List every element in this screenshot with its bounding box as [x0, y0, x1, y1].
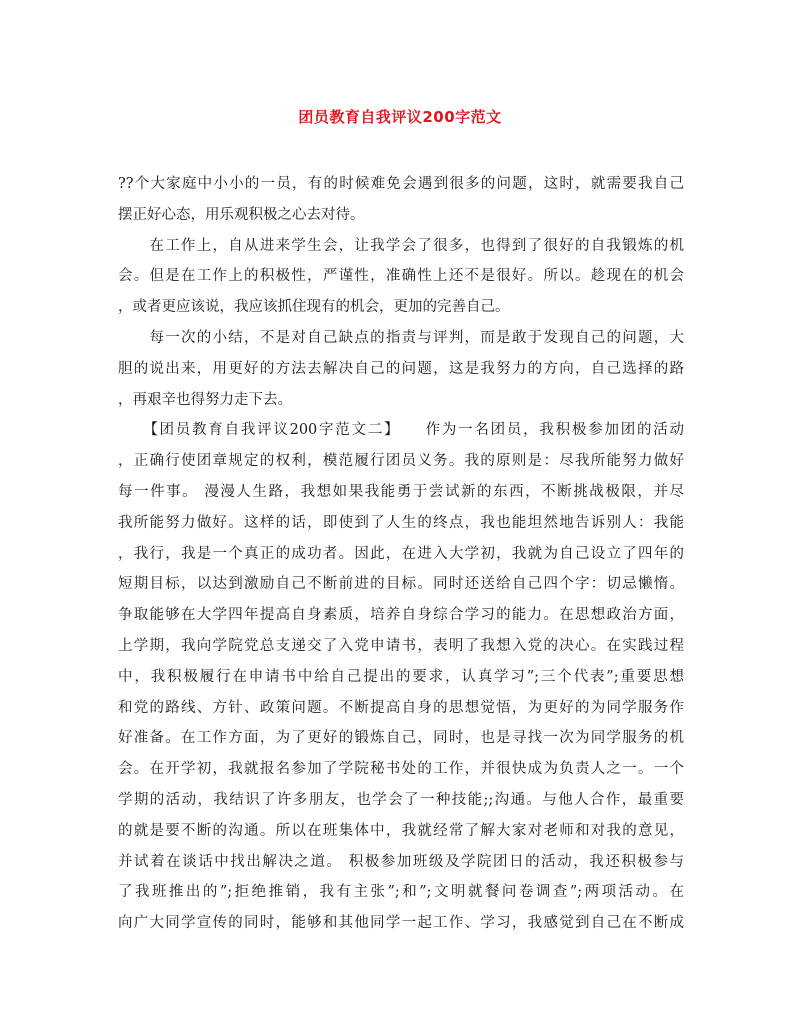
text-line: 了我班推出的”;拒绝推销，我有主张”;和”;文明就餐问卷调查”;两项活动。在	[118, 884, 684, 901]
text-line: 学期的活动，我结识了许多朋友，也学会了一种技能;;沟通。与他人合作，最重要	[118, 792, 684, 808]
text-line: 上学期，我向学院党总支递交了入党申请书，表明了我想入党的决心。在实践过程	[118, 638, 684, 654]
text-line: ，或者更应该说，我应该抓住现有的机会，更加的完善自己。	[118, 299, 510, 316]
text-line: 胆的说出来，用更好的方法去解决自己的问题，这是我努力的方向，自己选择的路	[118, 360, 684, 377]
text-line: 和党的路线、方针、政策问题。不断提高自身的思想觉悟，为更好的为同学服务作	[118, 699, 684, 716]
text-line: 会。在开学初，我就报名参加了学院秘书处的工作，并很快成为负责人之一。一个	[118, 761, 684, 778]
text-line: 我所能努力做好。这样的话，即使到了人生的终点，我也能坦然地告诉别人：我能	[118, 514, 684, 531]
text-line: 在工作上，自从进来学生会，让我学会了很多，也得到了很好的自我锻炼的机	[118, 237, 684, 254]
text-line: 每一次的小结，不是对自己缺点的指责与评判，而是敢于发现自己的问题，大	[118, 330, 684, 346]
text-line: 好准备。在工作方面，为了更好的锻炼自己，同时，也是寻找一次为同学服务的机	[118, 730, 684, 747]
text-line: 短期目标，以达到激励自己不断前进的目标。同时还送给自己四个字：切忌懒惰。	[118, 576, 684, 593]
text-line: ，再艰辛也得努力走下去。	[118, 391, 292, 408]
text-line: 【团员教育自我评议200字范文二】 作为一名团员，我积极参加团的活动	[118, 422, 684, 439]
text-line: 并试着在谈话中找出解决之道。 积极参加班级及学院团日的活动，我还积极参与	[118, 853, 684, 870]
text-line: 每一件事。 漫漫人生路，我想如果我能勇于尝试新的东西，不断挑战极限，并尽	[118, 484, 684, 500]
text-line: 争取能够在大学四年提高自身素质，培养自身综合学习的能力。在思想政治方面，	[118, 607, 684, 624]
text-line: 的就是要不断的沟通。所以在班集体中，我就经常了解大家对老师和对我的意见，	[118, 822, 684, 839]
text-line: ??个大家庭中小小的一员，有的时候难免会遇到很多的问题，这时，就需要我自己	[118, 176, 684, 192]
text-line: ，正确行使团章规定的权利，模范履行团员义务。我的原则是：尽我所能努力做好	[118, 453, 684, 470]
text-line: 中，我积极履行在申请书中给自己提出的要求，认真学习”;三个代表”;重要思想	[118, 668, 684, 685]
text-line: 向广大同学宣传的同时，能够和其他同学一起工作、学习，我感觉到自己在不断成	[118, 915, 684, 932]
text-line: ，我行，我是一个真正的成功者。因此，在进入大学初，我就为自己设立了四年的	[118, 545, 684, 562]
text-line: 会。但是在工作上的积极性，严谨性，准确性上还不是很好。所以。趁现在的机会	[118, 268, 684, 285]
document-title: 团员教育自我评议200字范文	[298, 108, 502, 126]
text-line: 摆正好心态，用乐观积极之心去对待。	[118, 206, 365, 223]
